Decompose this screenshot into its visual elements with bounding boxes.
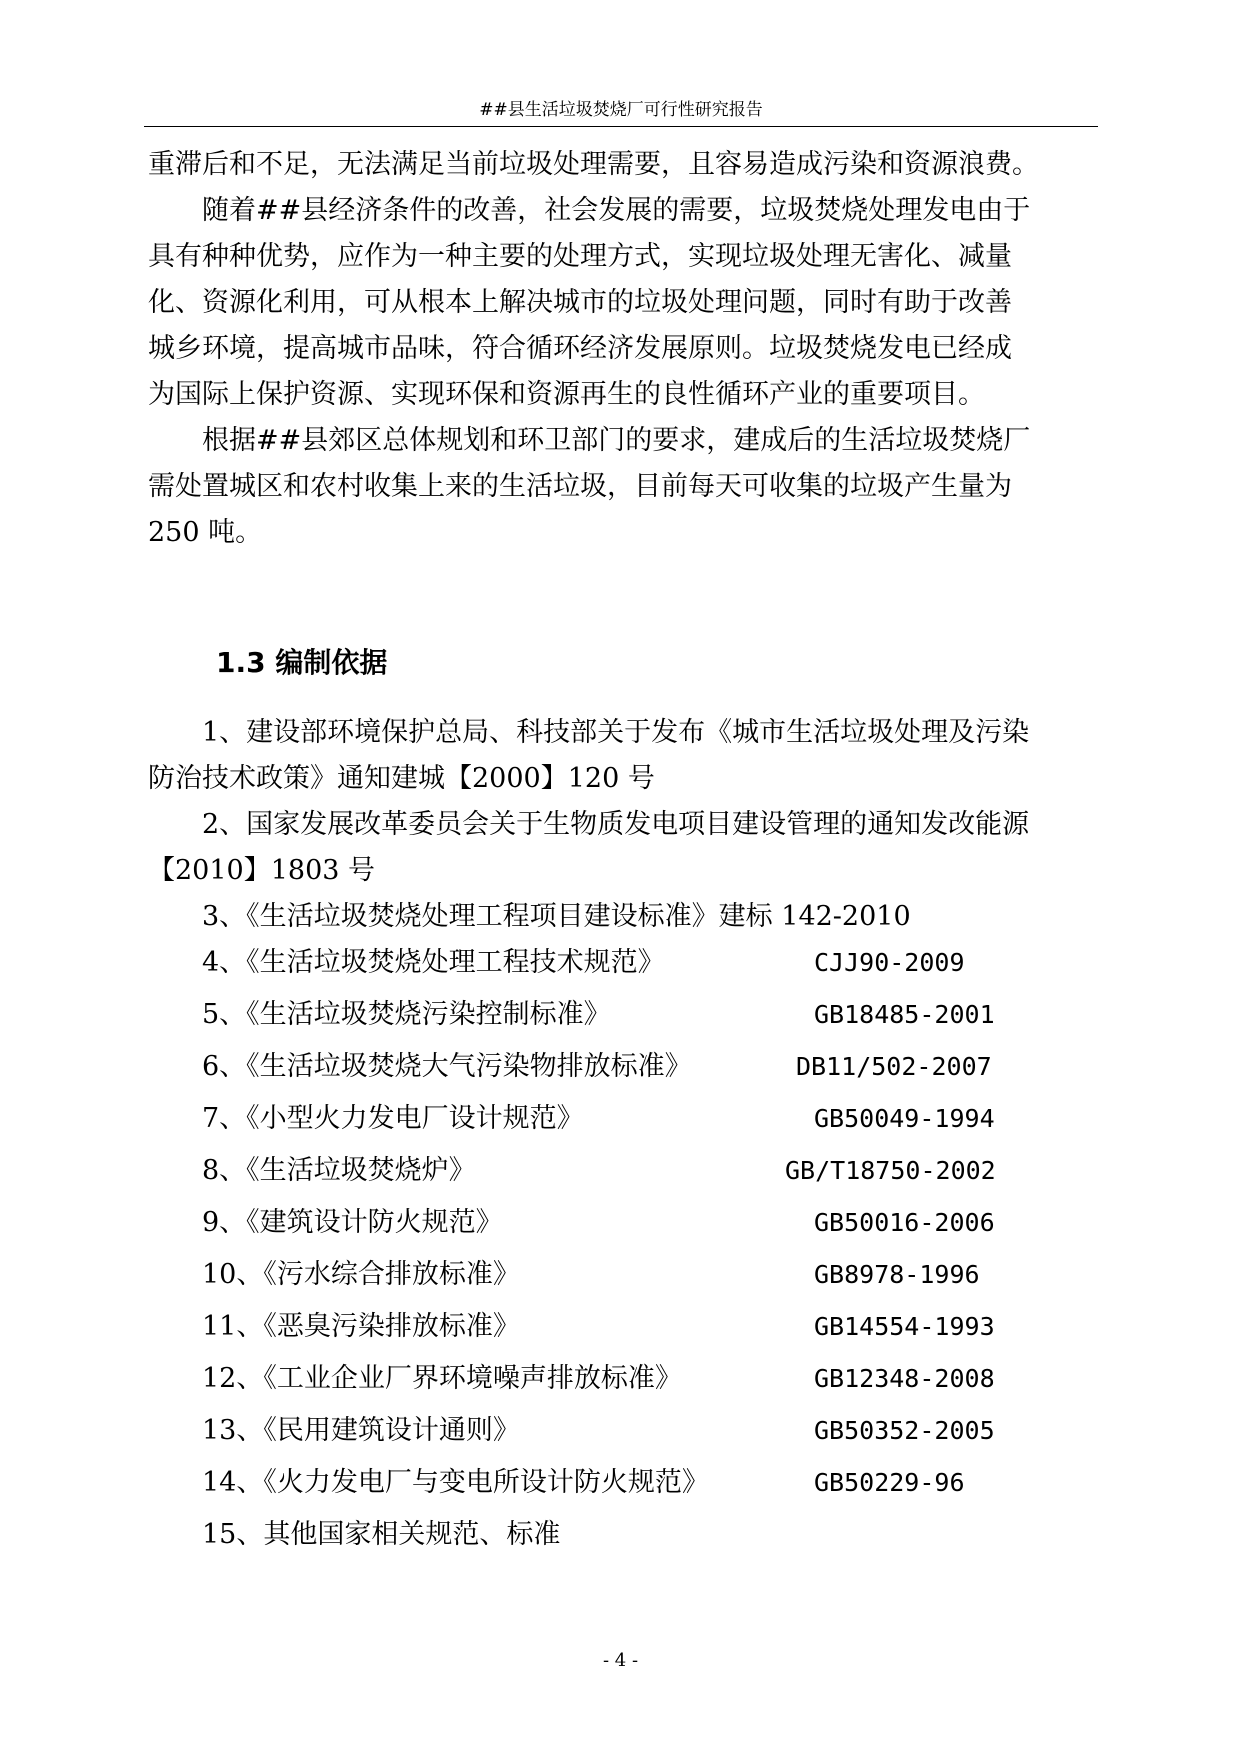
reference-code: GB8978-1996 [814,1260,980,1289]
reference-item [202,1258,1102,1292]
body-line: 为国际上保护资源、实现环保和资源再生的良性循环产业的重要项目。 [148,379,985,410]
reference-code: GB50229-96 [814,1468,965,1497]
reference-item [202,1518,1102,1552]
reference-line: 【2010】1803 号 [148,855,376,886]
reference-title: 12、《工业企业厂界环境噪声排放标准》 [202,1363,682,1394]
reference-title: 4、《生活垃圾焚烧处理工程技术规范》 [202,947,665,978]
reference-item [202,1466,1102,1500]
reference-code: GB50049-1994 [814,1104,995,1133]
reference-item [202,1154,1102,1188]
reference-code: GB14554-1993 [814,1312,995,1341]
reference-line: 3、《生活垃圾焚烧处理工程项目建设标准》建标 142-2010 [202,901,911,932]
page-number: - 4 - [602,1650,639,1671]
body-line: 具有种种优势，应作为一种主要的处理方式，实现垃圾处理无害化、减量 [148,241,1012,272]
reference-item [202,1206,1102,1240]
body-line: 城乡环境，提高城市品味，符合循环经济发展原则。垃圾焚烧发电已经成 [148,333,1012,364]
reference-code: GB12348-2008 [814,1364,995,1393]
page-header-title: ##县生活垃圾焚烧厂可行性研究报告 [479,100,763,120]
reference-code: GB50352-2005 [814,1416,995,1445]
body-line: 根据##县郊区总体规划和环卫部门的要求，建成后的生活垃圾焚烧厂 [202,425,1031,456]
body-line: 随着##县经济条件的改善，社会发展的需要，垃圾焚烧处理发电由于 [202,195,1031,226]
reference-title: 13、《民用建筑设计通则》 [202,1415,520,1446]
reference-code: GB50016-2006 [814,1208,995,1237]
reference-title: 9、《建筑设计防火规范》 [202,1207,503,1238]
body-line: 重滞后和不足，无法满足当前垃圾处理需要，且容易造成污染和资源浪费。 [148,149,1039,180]
body-line: 需处置城区和农村收集上来的生活垃圾，目前每天可收集的垃圾产生量为 [148,471,1012,502]
reference-code: DB11/502-2007 [796,1052,992,1081]
reference-code: GB18485-2001 [814,1000,995,1029]
section-heading: 1.3 编制依据 [216,646,388,679]
body-line: 250 吨。 [148,517,263,548]
reference-code: GB/T18750-2002 [785,1156,996,1185]
reference-item [202,946,1102,980]
reference-item [202,998,1102,1032]
reference-title: 8、《生活垃圾焚烧炉》 [202,1155,476,1186]
reference-title: 10、《污水综合排放标准》 [202,1259,520,1290]
reference-title: 14、《火力发电厂与变电所设计防火规范》 [202,1467,709,1498]
reference-title: 15、其他国家相关规范、标准 [202,1519,561,1550]
reference-line: 1、建设部环境保护总局、科技部关于发布《城市生活垃圾处理及污染 [202,717,1030,748]
reference-item [202,1414,1102,1448]
reference-code: CJJ90-2009 [814,948,965,977]
header-divider [144,126,1098,127]
reference-title: 11、《恶臭污染排放标准》 [202,1311,520,1342]
reference-item [202,1310,1102,1344]
reference-line: 2、国家发展改革委员会关于生物质发电项目建设管理的通知发改能源 [202,809,1030,840]
body-line: 化、资源化利用，可从根本上解决城市的垃圾处理问题，同时有助于改善 [148,287,1012,318]
reference-item [202,1362,1102,1396]
reference-item [202,1102,1102,1136]
reference-title: 6、《生活垃圾焚烧大气污染物排放标准》 [202,1051,692,1082]
reference-title: 5、《生活垃圾焚烧污染控制标准》 [202,999,611,1030]
reference-line: 防治技术政策》通知建城【2000】120 号 [148,763,655,794]
reference-item [202,1050,1102,1084]
reference-title: 7、《小型火力发电厂设计规范》 [202,1103,584,1134]
